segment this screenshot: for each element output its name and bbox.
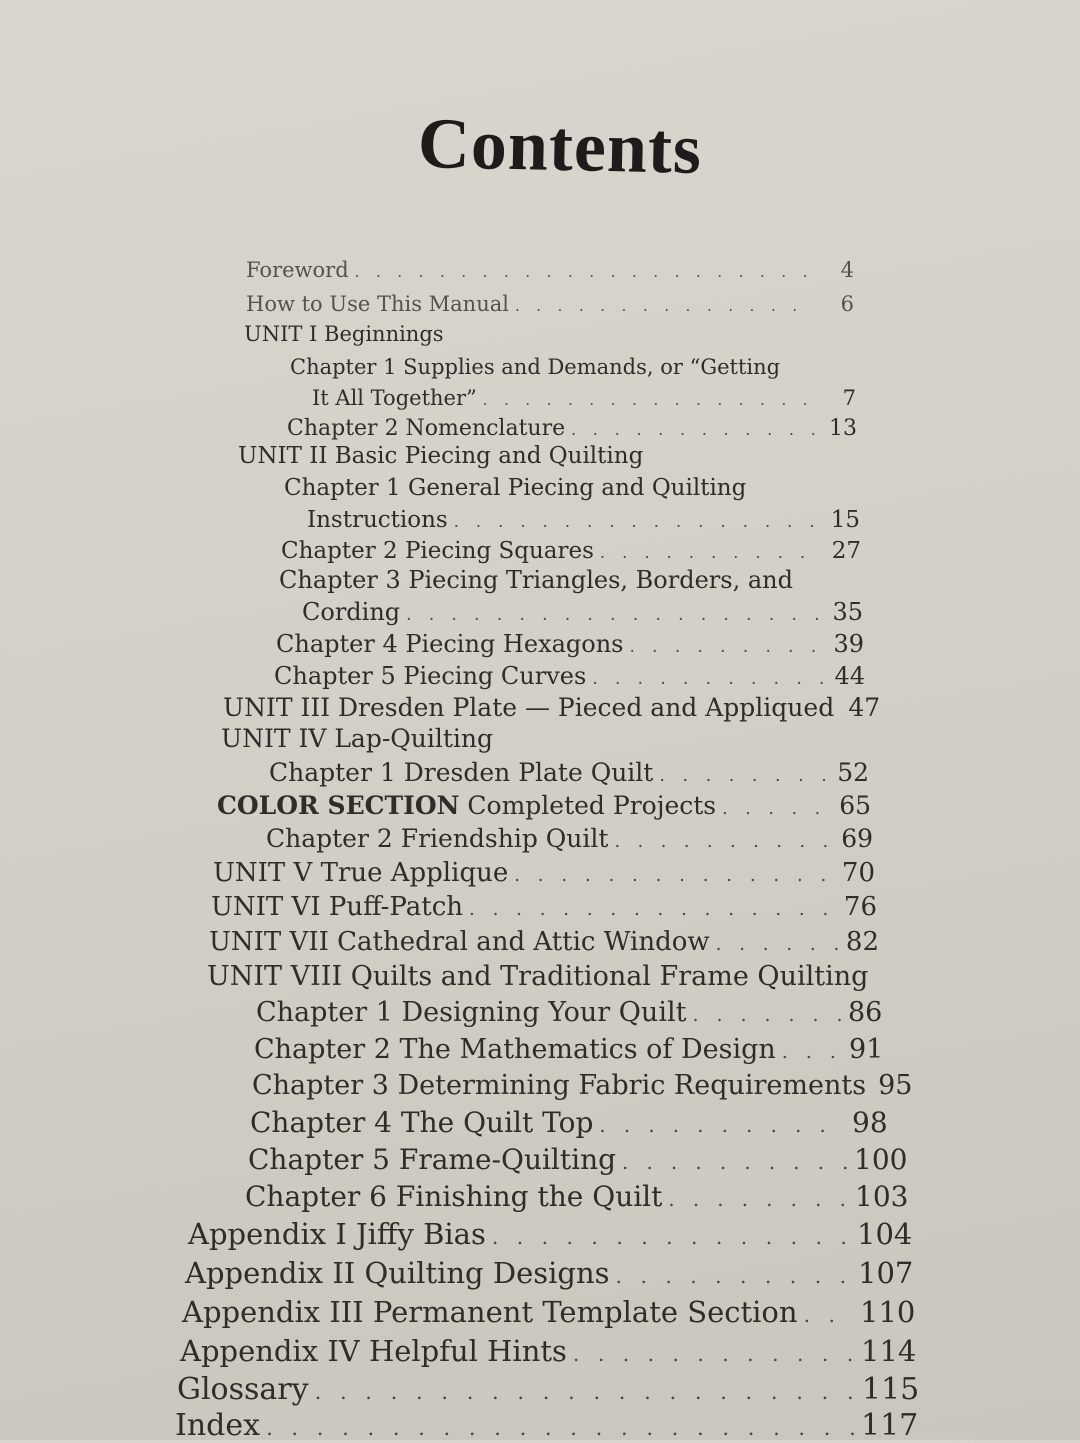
toc-entry (276, 630, 864, 658)
toc-entry (217, 791, 871, 820)
toc-entry-label: Chapter 6 Finishing the Quilt (245, 1180, 663, 1213)
toc-entry-label: How to Use This Manual (246, 292, 509, 316)
leader-dots (592, 668, 825, 688)
toc-page-number: 13 (829, 416, 857, 441)
toc-entry (246, 292, 854, 316)
toc-page-number: 100 (854, 1143, 908, 1176)
leader-dots (469, 899, 837, 920)
toc-entry (213, 858, 875, 888)
toc-page-number: 114 (861, 1334, 917, 1368)
toc-entry (209, 927, 879, 957)
toc-page-number: 110 (860, 1295, 916, 1329)
leader-dots (355, 264, 814, 281)
leader-dots (406, 604, 823, 624)
toc-entry (188, 1217, 913, 1251)
toc-entry-label: Chapter 4 The Quilt Top (250, 1106, 594, 1139)
toc-entry (246, 258, 854, 282)
leader-dots (668, 1188, 849, 1211)
toc-entry-label: Chapter 2 The Mathematics of Design (254, 1034, 776, 1065)
leader-dots (716, 934, 839, 955)
toc-entry-label: Chapter 4 Piecing Hexagons (276, 630, 624, 658)
toc-entry-label: Instructions (307, 507, 448, 533)
toc-page-number: 39 (833, 630, 864, 658)
toc-page-number: 7 (842, 386, 856, 410)
leader-dots (600, 543, 821, 562)
toc-chapter-heading: Chapter 1 Supplies and Demands, or “Getting (290, 355, 781, 379)
toc-page-number: 104 (857, 1217, 913, 1251)
toc-page-number: 86 (848, 997, 883, 1028)
leader-dots (616, 1264, 852, 1288)
leader-dots (315, 1380, 856, 1404)
toc-chapter-heading: Chapter 3 Piecing Triangles, Borders, and (279, 566, 793, 594)
toc-entry (180, 1334, 917, 1368)
toc-entry-label: Appendix IV Helpful Hints (180, 1334, 567, 1368)
toc-entry-label: UNIT V True Applique (213, 858, 509, 888)
toc-page-number: 52 (837, 758, 869, 787)
toc-entry (182, 1295, 916, 1329)
toc-entry (307, 507, 860, 533)
toc-page-number: 15 (830, 507, 860, 533)
toc-entry (223, 693, 881, 722)
toc-page-number: 27 (831, 538, 861, 564)
page-title: Contents (417, 103, 703, 189)
toc-page-number: 103 (855, 1180, 909, 1213)
leader-dots (571, 421, 817, 439)
toc-entry (177, 1372, 920, 1407)
toc-entry (287, 416, 857, 441)
toc-entry-label: Chapter 1 Dresden Plate Quilt (269, 758, 654, 787)
toc-page-number: 4 (840, 258, 854, 282)
toc-unit-heading: UNIT II Basic Piecing and Quilting (238, 443, 644, 469)
toc-entry (211, 892, 877, 922)
toc-page-number: 82 (845, 927, 879, 957)
toc-unit-heading: UNIT VIII Quilts and Traditional Frame Quilting (207, 961, 869, 992)
toc-entry (266, 824, 873, 853)
toc-entry-label: Chapter 3 Determining Fabric Requirements (252, 1070, 867, 1101)
toc-entry (245, 1180, 909, 1213)
toc-entry-label: Chapter 5 Piecing Curves (274, 662, 587, 690)
toc-page-number: 76 (843, 892, 877, 922)
leader-dots (573, 1342, 855, 1366)
toc-entry (175, 1408, 919, 1443)
toc-page-number: 107 (858, 1256, 914, 1290)
toc-entry-label: UNIT VI Puff-Patch (211, 892, 464, 922)
leader-dots (483, 392, 816, 409)
toc-entry-label: Chapter 5 Frame-Quilting (248, 1143, 617, 1176)
toc-page-number: 98 (852, 1106, 888, 1139)
leader-dots (614, 832, 833, 852)
toc-entry-label: Foreword (246, 258, 349, 282)
toc-entry-label: It All Together” (312, 386, 477, 410)
toc-unit-heading: UNIT I Beginnings (244, 322, 444, 346)
toc-page-number: 95 (878, 1070, 913, 1101)
toc-entry (312, 386, 856, 410)
toc-page-number: 47 (848, 693, 881, 722)
toc-page-number: 6 (840, 292, 854, 316)
toc-chapter-heading: Chapter 1 General Piecing and Quilting (284, 475, 747, 501)
toc-entry (252, 1070, 913, 1101)
toc-entry-label: Chapter 1 Designing Your Quilt (256, 997, 687, 1028)
toc-entry-label: UNIT VII Cathedral and Attic Window (209, 927, 710, 957)
toc-entry (281, 538, 861, 564)
leader-dots (782, 1041, 843, 1063)
toc-entry (250, 1106, 886, 1139)
toc-entry-label: UNIT III Dresden Plate — Pieced and Appliqued (223, 693, 835, 722)
color-section-label: COLOR SECTION (217, 791, 460, 820)
toc-unit-heading: UNIT IV Lap-Quilting (221, 724, 494, 753)
toc-entry-label: Chapter 2 Friendship Quilt (266, 824, 609, 853)
toc-page-number: 115 (862, 1372, 920, 1407)
leader-dots (804, 1303, 854, 1327)
toc-entry-label: Appendix I Jiffy Bias (188, 1217, 486, 1251)
toc-entry (302, 598, 863, 626)
toc-entry-label: Completed Projects (467, 791, 717, 820)
toc-entry-label: Chapter 2 Nomenclature (287, 416, 566, 441)
toc-entry (274, 662, 865, 690)
leader-dots (659, 766, 829, 786)
toc-entry (185, 1256, 914, 1290)
toc-page-number: 117 (861, 1408, 919, 1443)
toc-entry-label: Cording (302, 598, 401, 626)
leader-dots (622, 1151, 848, 1174)
toc-entry-label: Appendix III Permanent Template Section (182, 1295, 798, 1329)
toc-page-number: 69 (841, 824, 873, 853)
leader-dots (492, 1225, 851, 1249)
toc-entry (254, 1034, 883, 1065)
toc-entry (248, 1143, 908, 1176)
leader-dots (515, 298, 814, 315)
toc-page-number: 70 (841, 858, 875, 888)
toc-entry-label: Appendix II Quilting Designs (185, 1256, 610, 1290)
toc-entry (269, 758, 869, 787)
toc-page-number: 91 (849, 1034, 884, 1065)
leader-dots (722, 799, 831, 819)
leader-dots (514, 865, 835, 886)
toc-entry (256, 997, 882, 1028)
toc-entry-label: Chapter 2 Piecing Squares (281, 538, 594, 564)
toc-page-number: 44 (834, 662, 865, 690)
leader-dots (454, 512, 820, 531)
leader-dots (630, 636, 825, 656)
leader-dots (599, 1114, 846, 1137)
toc-entry-label: Glossary (177, 1372, 309, 1407)
leader-dots (266, 1416, 855, 1440)
toc-page-number: 65 (839, 791, 871, 820)
leader-dots (692, 1004, 842, 1026)
toc-entry-label: Index (175, 1408, 261, 1443)
toc-page-number: 35 (832, 598, 863, 626)
